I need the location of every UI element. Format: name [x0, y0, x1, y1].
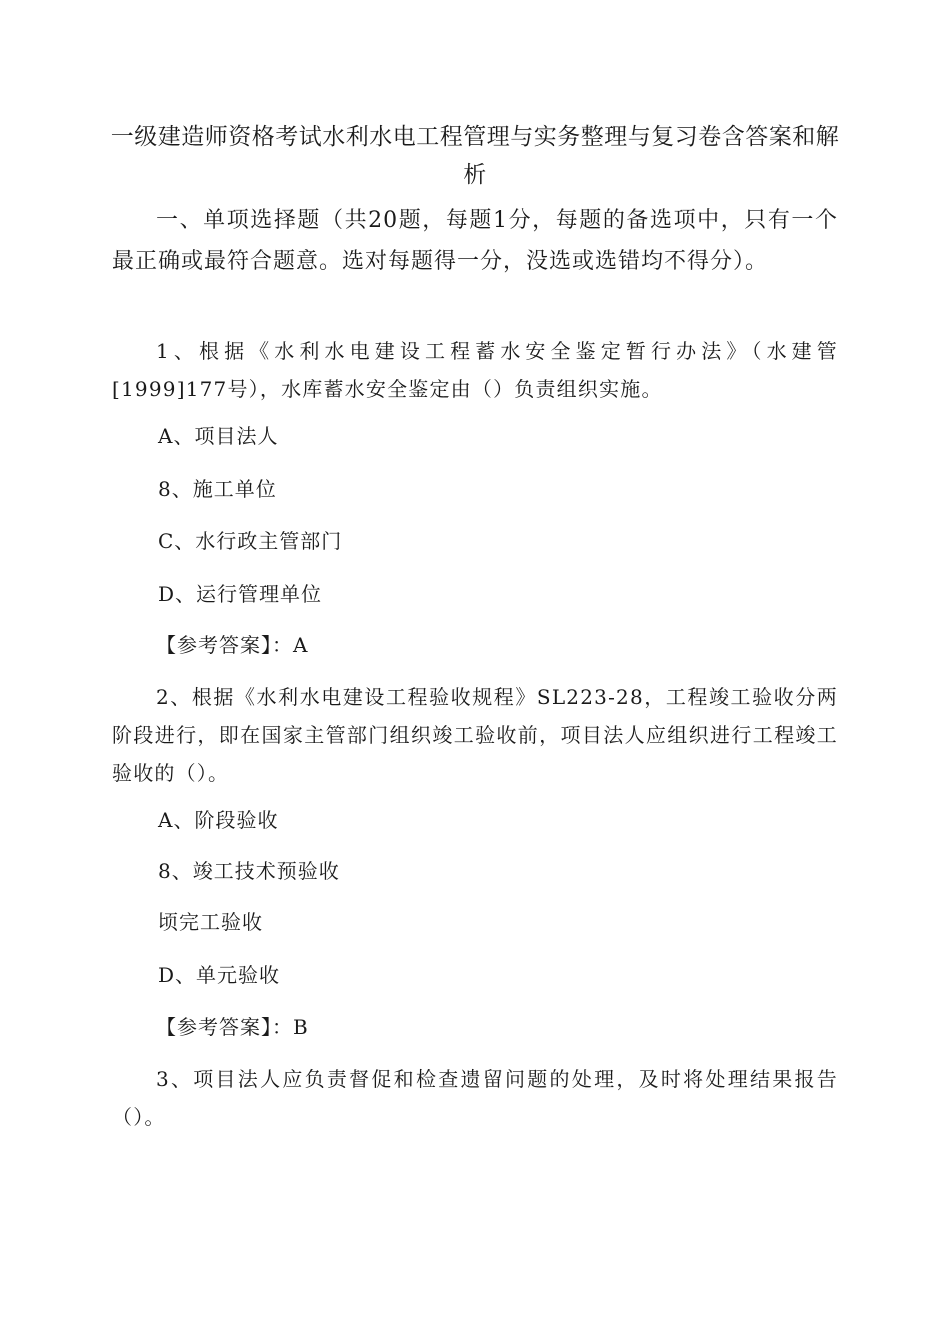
document-title: 一级建造师资格考试水利水电工程管理与实务整理与复习卷含答案和解析 — [110, 124, 840, 188]
question-1-option-d: D、运行管理单位 — [158, 582, 323, 606]
question-1-answer: 【参考答案】：A — [156, 633, 309, 657]
section-intro: 一、单项选择题（共20题，每题1分，每题的备选项中，只有一个最正确或最符合题意。选对每题得一分，没选或选错均不得分）。 — [112, 208, 838, 274]
question-1-option-b: 8、施工单位 — [158, 477, 277, 501]
question-2-option-b: 8、竣工技术预验收 — [158, 859, 340, 883]
question-2-stem: 2、根据《水利水电建设工程验收规程》SL223-28，工程竣工验收分两阶段进行，即在国家主管部门组织竣工验收前，项目法人应组织进行工程竣工验收的（）。 — [112, 685, 838, 785]
question-1-option-a: A、项目法人 — [158, 424, 279, 448]
question-2-answer: 【参考答案】：B — [156, 1015, 309, 1039]
question-2-option-d: D、单元验收 — [158, 963, 281, 987]
question-2-option-c: 顷完工验收 — [158, 910, 263, 934]
question-1-stem: 1、根据《水利水电建设工程蓄水安全鉴定暂行办法》（水建管[1999]177号），水库蓄水安全鉴定由（）负责组织实施。 — [112, 339, 838, 401]
question-1-option-c: C、水行政主管部门 — [158, 529, 343, 553]
question-3-stem: 3、项目法人应负责督促和检查遗留问题的处理，及时将处理结果报告（）。 — [112, 1067, 838, 1129]
question-2-option-a: A、阶段验收 — [158, 808, 279, 832]
